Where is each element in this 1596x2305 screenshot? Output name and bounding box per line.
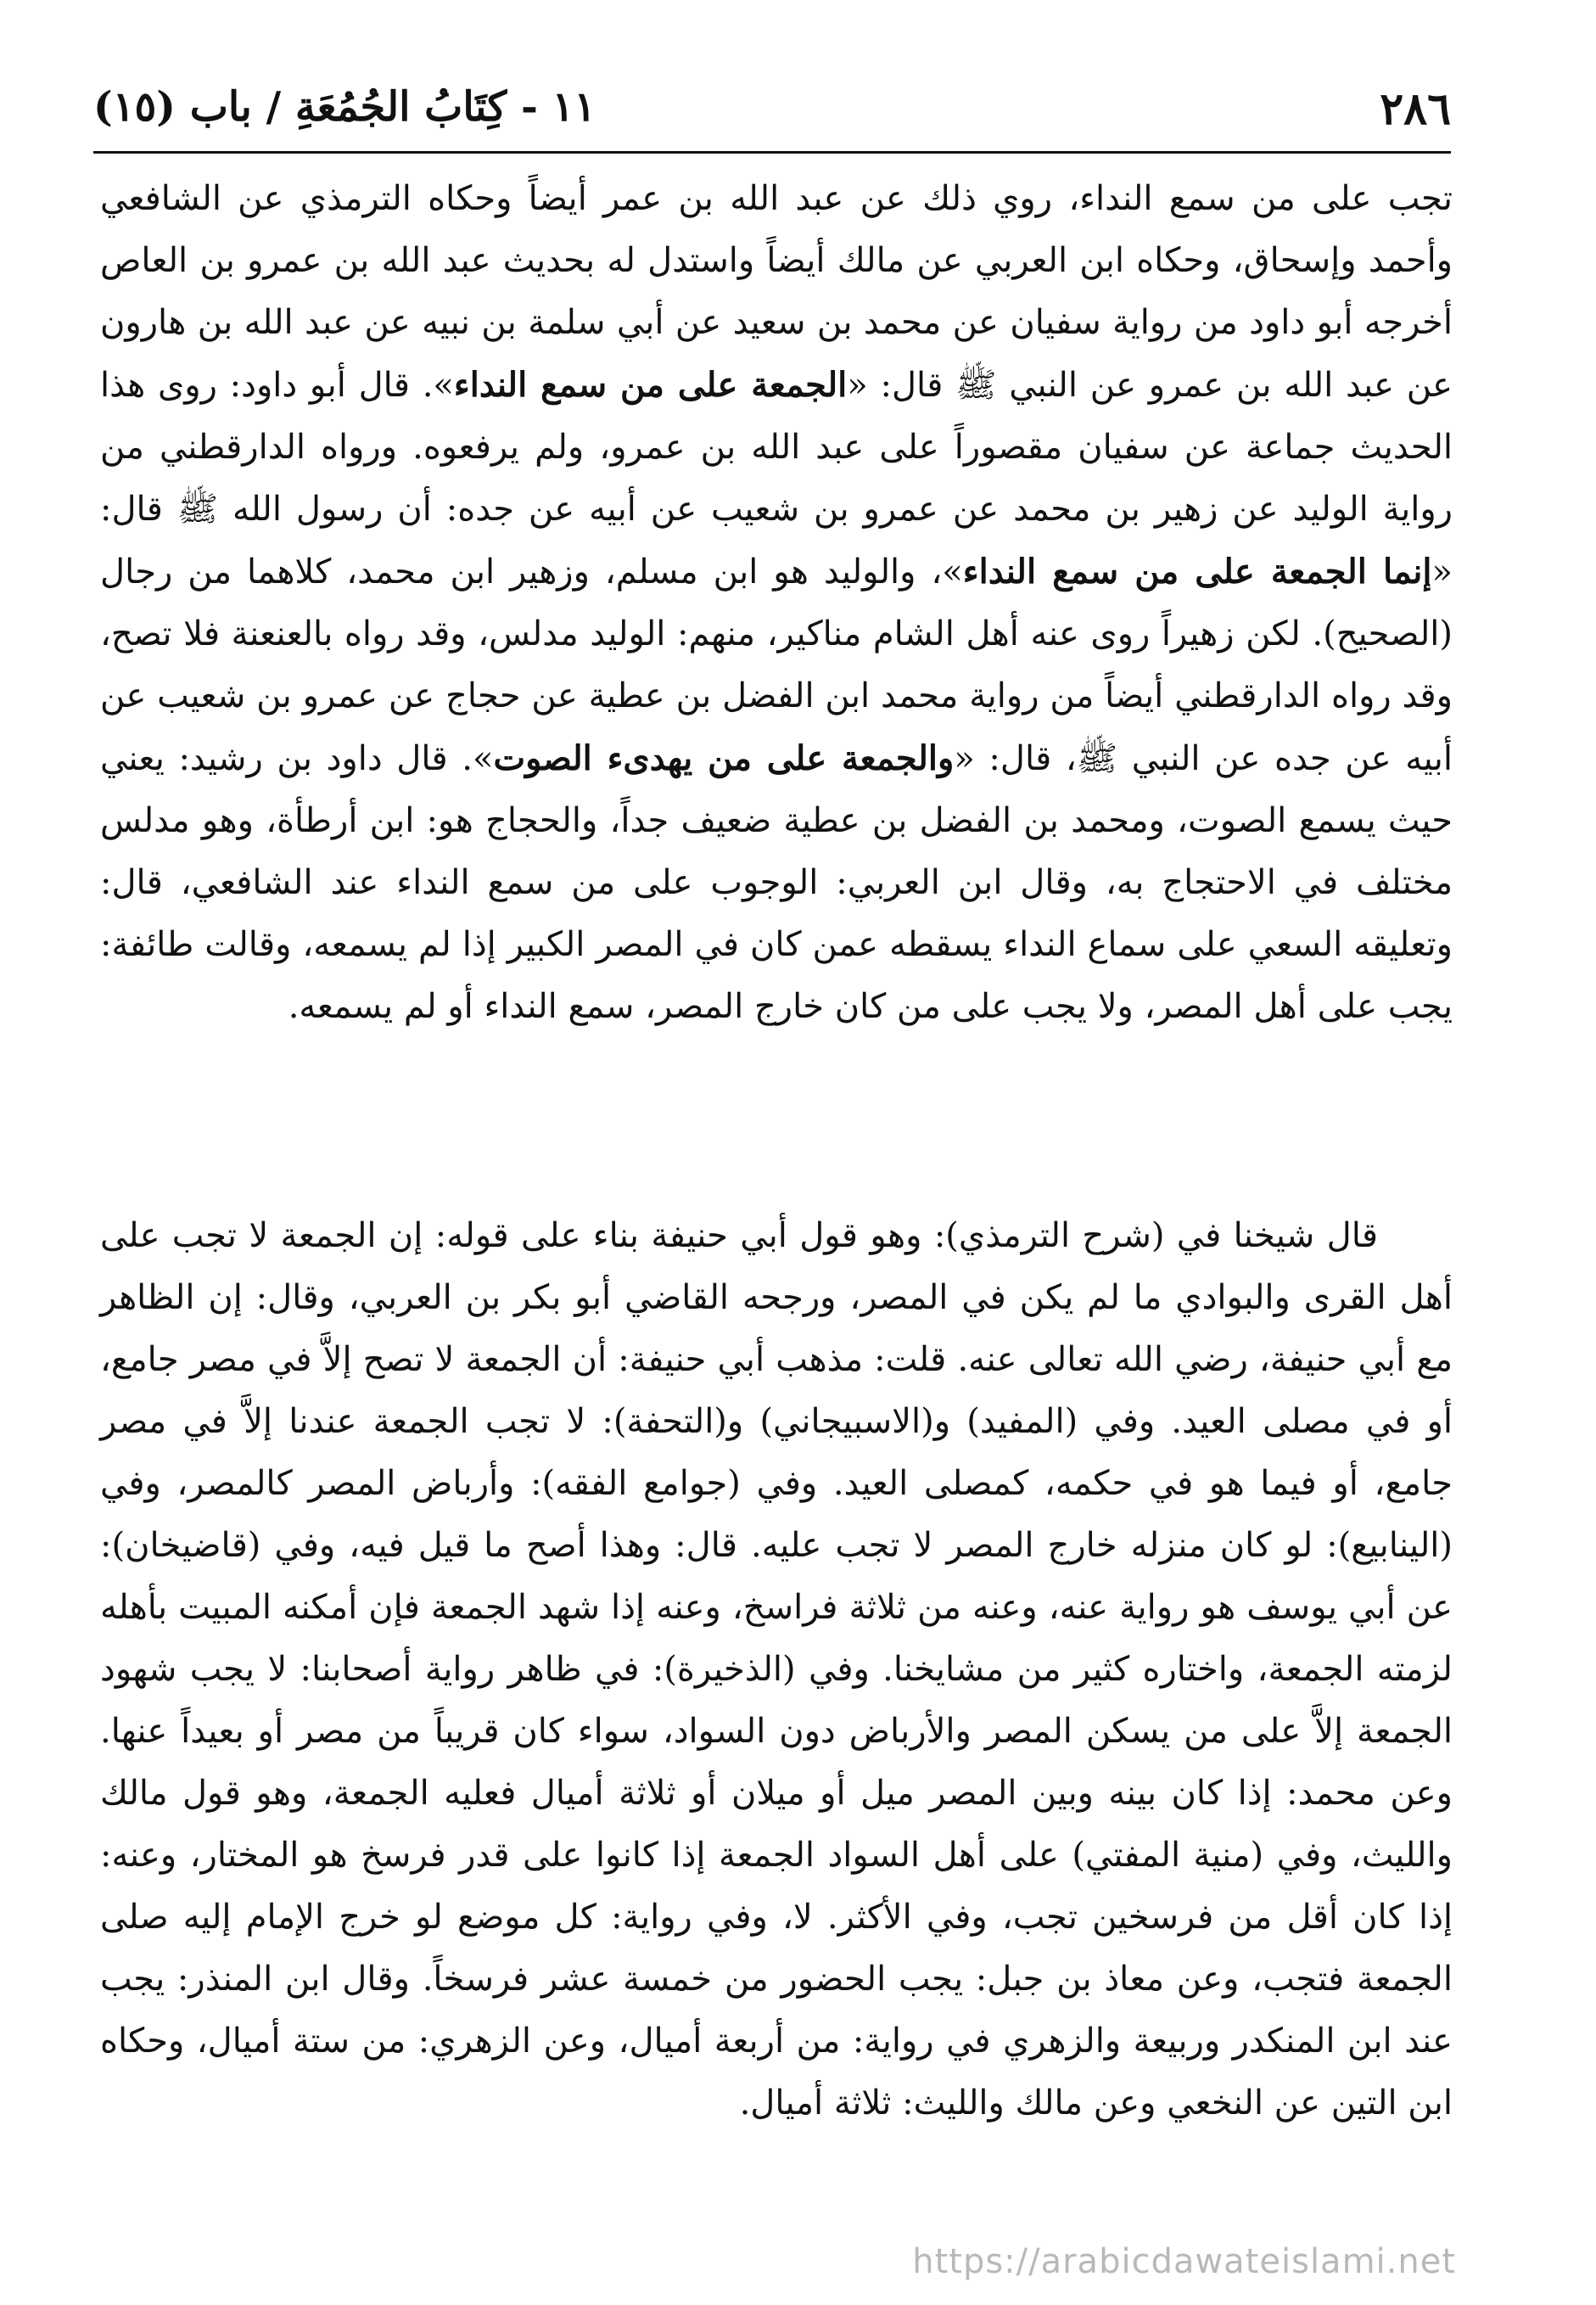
hadith-quote: الجمعة على من سمع النداء [453,365,848,405]
page-number: ٢٨٦ [1380,83,1451,135]
text-segment: ». قال أبو داود: روى هذا الحديث جماعة عن سفيان مقصوراً على عبد الله بن عمرو، ولم يرفعوه. ورواه الدارقطني من رواية الوليد عن زهير بن محمد عن عمرو بن شعيب عن أبيه عن جده: أن رسول الله ﷺ قال: « [100,366,1453,592]
text-segment: ». قال داود بن رشيد: يعني حيث يسمع الصوت، ومحمد بن الفضل بن عطية ضعيف جداً، والحجاج هو: ابن أرطأة، وهو مدلس مختلف في الاحتجاج به، وقال ابن العربي: الوجوب على من سمع النداء عند الشافعي، قال: وتعليقه السعي على سماع النداء يسقطه عمن كان في المصر الكبير إذا لم يسمعه، وقالت طائفة: يجب على أهل المصر، ولا يجب على من كان خارج المصر، سمع النداء أو لم يسمعه. [100,739,1453,1026]
text-segment: تجب على من سمع النداء، روي ذلك عن عبد الله بن عمر أيضاً وحكاه الترمذي عن الشافعي وأحمد وإسحاق، وحكاه ابن العربي عن مالك أيضاً واستدل له بحديث عبد الله بن عمرو بن العاص أخرجه أبو داود من رواية سفيان عن محمد بن سعيد عن أبي سلمة بن نبيه عن عبد الله بن هارون عن عبد الله بن عمرو عن النبي ﷺ قال: « [100,179,1453,405]
running-head: ١١ - كِتَابُ الجُمُعَةِ / باب (١٥) [93,83,596,131]
watermark-url: https://arabicdawateislami.net [912,2242,1456,2281]
hadith-quote: والجمعة على من يهدىء الصوت [493,738,955,778]
text-segment: »، والوليد هو ابن مسلم، وزهير ابن محمد، كلاهما من رجال (الصحيح). لكن زهيراً روى عنه أهل الشام مناكير، منهم: الوليد مدلس، وقد رواه بالعنعنة فلا تصح، وقد رواه الدارقطني أيضاً من رواية محمد ابن الفضل بن عطية عن حجاج عن عمرو بن شعيب عن أبيه عن جده عن النبي ﷺ، قال: « [100,552,1453,778]
paragraph-1 [100,168,1453,1038]
page-header [93,75,1451,143]
header-rule [93,151,1451,154]
hadith-quote: إنما الجمعة على من سمع النداء [962,552,1432,592]
paragraph-2: قال شيخنا في (شرح الترمذي): وهو قول أبي حنيفة بناء على قوله: إن الجمعة لا تجب على أهل القرى والبوادي ما لم يكن في المصر، ورجحه القاضي أبو بكر بن العربي، وقال: إن الظاهر مع أبي حنيفة، رضي الله تعالى عنه. قلت: مذهب أبي حنيفة: أن الجمعة لا تصح إلاَّ في مصر جامع، أو في مصلى العيد. وفي (المفيد) و(الاسبيجاني) و(التحفة): لا تجب الجمعة عندنا إلاَّ في مصر جامع، أو فيما هو في حكمه، كمصلى العيد. وفي (جوامع الفقه): وأرباض المصر كالمصر، وفي (الينابيع): لو كان منزله خارج المصر لا تجب عليه. قال: وهذا أصح ما قيل فيه، وفي (قاضيخان): عن أبي يوسف هو رواية عنه، وعنه من ثلاثة فراسخ، وعنه إذا شهد الجمعة فإن أمكنه المبيت بأهله لزمته الجمعة، واختاره كثير من مشايخنا. وفي (الذخيرة): في ظاهر رواية أصحابنا: لا يجب شهود الجمعة إلاَّ على من يسكن المصر والأرباض دون السواد، سواء كان قريباً من مصر أو بعيداً عنها. وعن محمد: إذا كان بينه وبين المصر ميل أو ميلان أو ثلاثة أميال فعليه الجمعة، وهو قول مالك والليث، وفي (منية المفتي) على أهل السواد الجمعة إذا كانوا على قدر فرسخ هو المختار، وعنه: إذا كان أقل من فرسخين تجب، وفي الأكثر. لا، وفي رواية: كل موضع لو خرج الإمام إليه صلى الجمعة فتجب، وعن معاذ بن جبل: يجب الحضور من خمسة عشر فرسخاً. وقال ابن المنذر: يجب عند ابن المنكدر وربيعة والزهري في رواية: من أربعة أميال، وعن الزهري: من ستة أميال، وحكاه ابن التين عن النخعي وعن مالك والليث: ثلاثة أميال. [100,1216,1453,2123]
